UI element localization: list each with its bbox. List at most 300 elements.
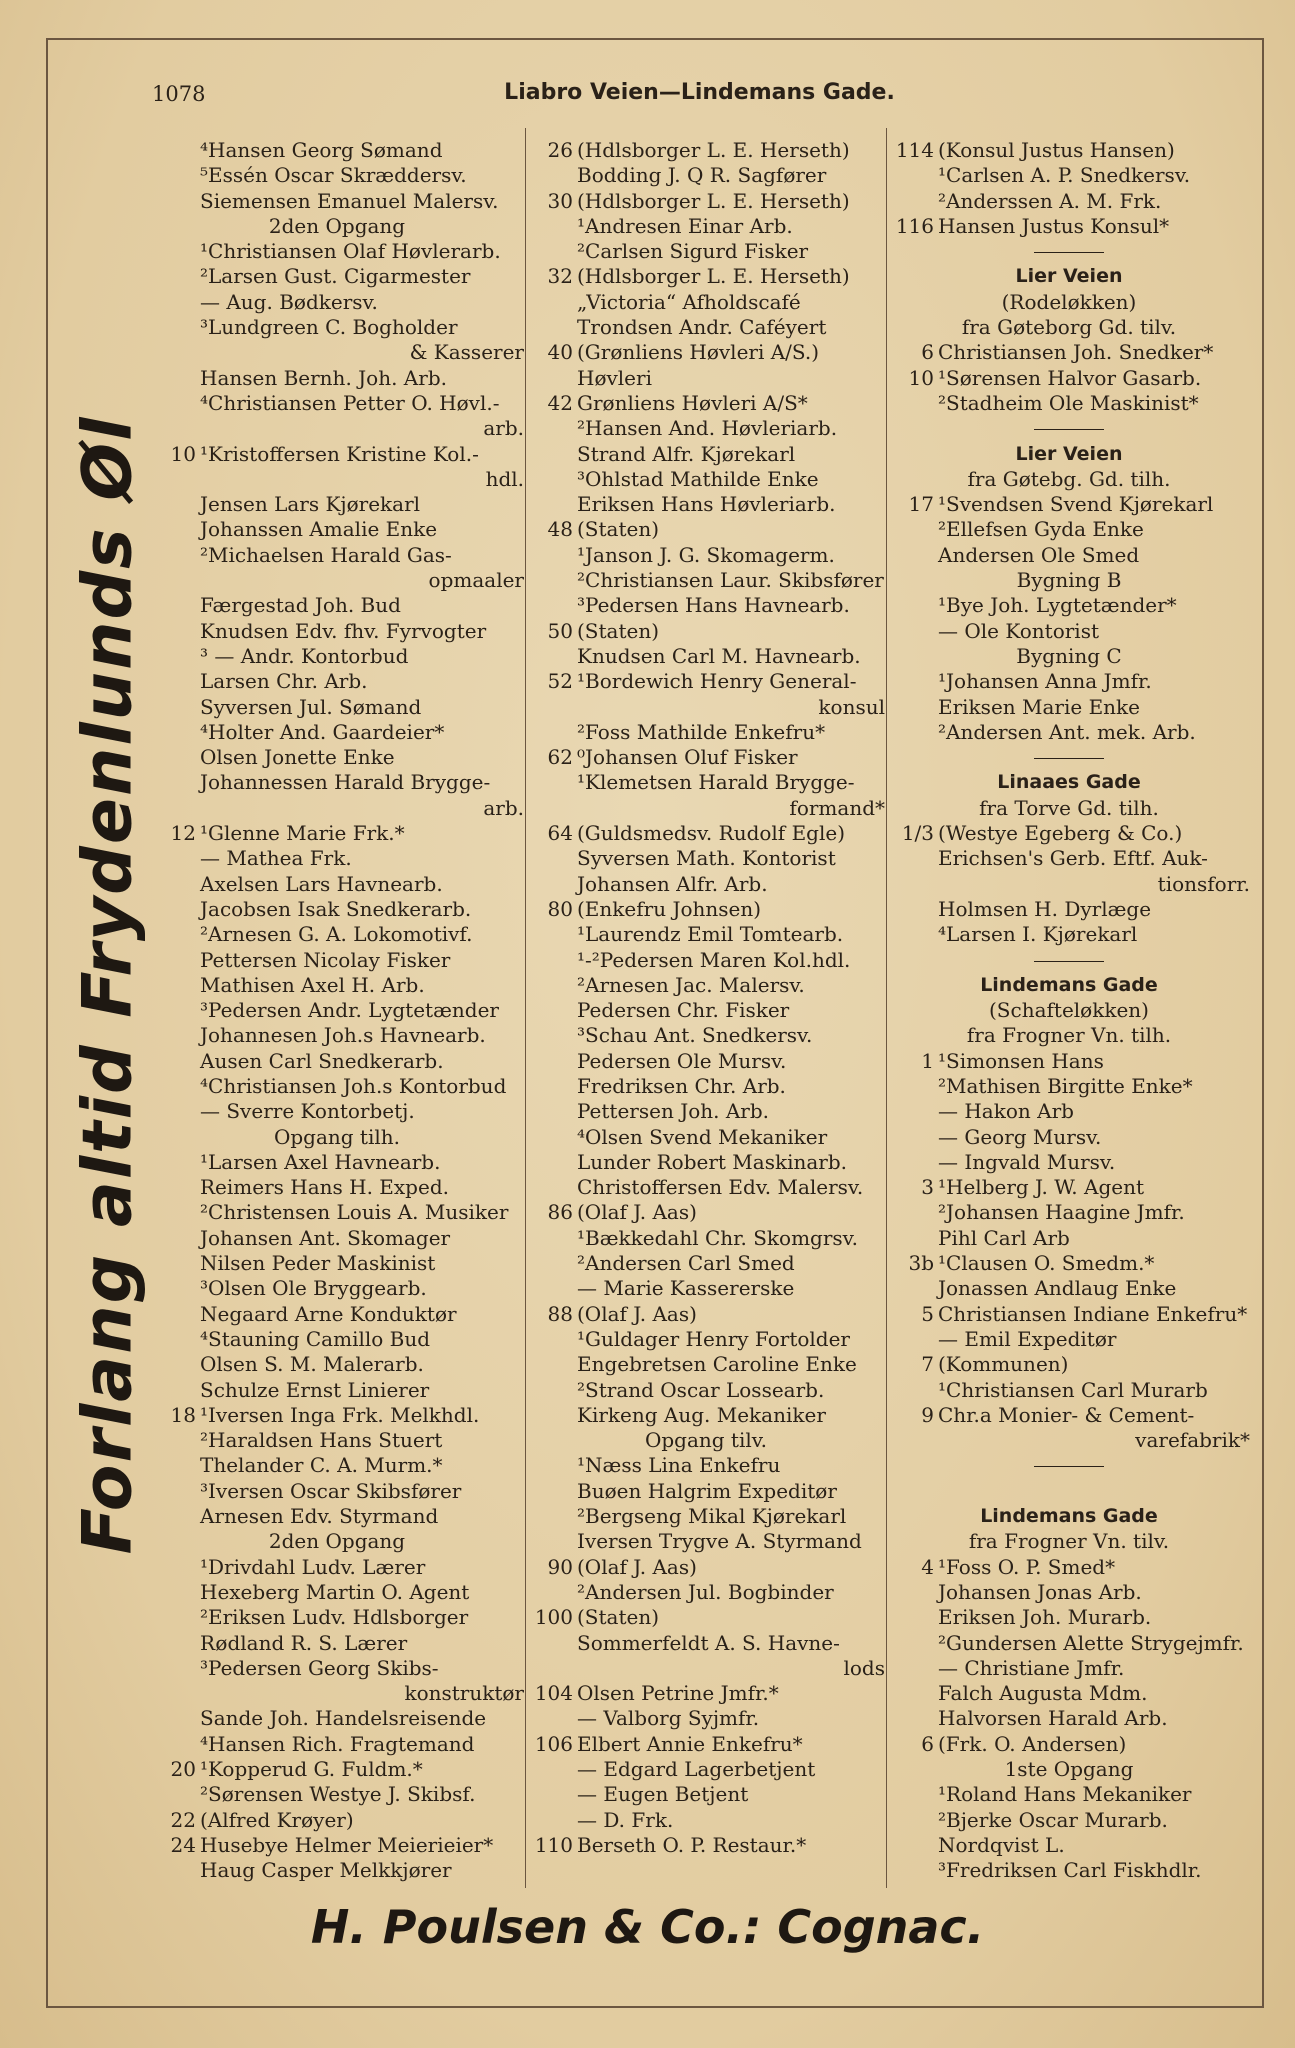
directory-entry xyxy=(150,1479,524,1504)
entry-text: Nordqvist L. xyxy=(938,1832,1065,1857)
house-number: 104 xyxy=(534,1681,573,1706)
directory-entry xyxy=(150,1378,524,1403)
entry-text: Olsen Jonette Enke xyxy=(200,745,395,770)
directory-entry xyxy=(527,1251,885,1276)
street-name: Lindemans Gade xyxy=(980,1505,1158,1528)
entry-text: Sande Joh. Handelsreisende xyxy=(200,1706,487,1731)
entry-text: ¹Foss O. P. Smed* xyxy=(938,1554,1116,1579)
entry-text: ²Michaelsen Harald Gas- xyxy=(200,542,452,567)
house-number: 50 xyxy=(547,618,573,643)
directory-entry xyxy=(527,973,885,998)
house-number: 1 xyxy=(921,1048,934,1073)
house-number: 5 xyxy=(921,1301,934,1326)
directory-entry xyxy=(888,1049,1250,1074)
directory-entry xyxy=(888,1276,1250,1301)
directory-entry xyxy=(150,163,524,188)
entry-text: Husebye Helmer Meierieier* xyxy=(200,1832,494,1857)
entry-text: Johansen Jonas Arb. xyxy=(938,1579,1142,1604)
entry-text: ⁴Larsen I. Kjørekarl xyxy=(938,922,1138,947)
directory-entry xyxy=(150,1656,524,1681)
directory-entry xyxy=(150,1808,524,1833)
directory-entry xyxy=(150,442,524,467)
entry-text: ¹Klemetsen Harald Brygge- xyxy=(577,770,855,795)
entry-text: Lunder Robert Maskinarb. xyxy=(577,1149,847,1174)
directory-entry xyxy=(150,998,524,1023)
entry-text: ⁰Johansen Oluf Fisker xyxy=(577,745,798,770)
entry-text: konsul xyxy=(818,694,885,719)
entry-text: Trondsen Andr. Caféyert xyxy=(577,315,827,340)
directory-entry xyxy=(527,1782,885,1807)
directory-entry xyxy=(527,1200,885,1225)
entry-text: arb. xyxy=(483,416,524,441)
entry-text: Høvleri xyxy=(577,365,652,390)
directory-entry xyxy=(888,922,1250,947)
page-header xyxy=(152,80,1247,114)
entry-text: ¹Simonsen Hans xyxy=(938,1048,1104,1073)
directory-entry xyxy=(150,1276,524,1301)
entry-text: Bodding J. Q R. Sagfører xyxy=(577,163,827,188)
entry-text: ¹Sørensen Halvor Gasarb. xyxy=(938,365,1202,390)
directory-entry xyxy=(150,1757,524,1782)
entry-text: Olsen Petrine Jmfr.* xyxy=(577,1681,779,1706)
directory-entry xyxy=(527,1580,885,1605)
entry-text: ²Hansen And. Høvleriarb. xyxy=(577,416,838,441)
directory-entry xyxy=(150,1504,524,1529)
directory-entry xyxy=(150,1858,524,1883)
directory-entry xyxy=(888,214,1250,239)
directory-entry xyxy=(888,1302,1250,1327)
entry-text: ¹Helberg J. W. Agent xyxy=(938,1175,1145,1200)
entry-text: formand* xyxy=(789,795,885,820)
entry-text: Axelsen Lars Havnearb. xyxy=(200,871,443,896)
directory-entry xyxy=(150,1125,524,1150)
directory-entry xyxy=(527,1125,885,1150)
house-number: 86 xyxy=(547,1200,573,1225)
rule-line xyxy=(1034,758,1104,759)
directory-entry xyxy=(888,998,1250,1023)
entry-text: ²Andersen Ant. mek. Arb. xyxy=(938,719,1196,744)
directory-entry xyxy=(888,138,1250,163)
entry-text: Schulze Ernst Linierer xyxy=(200,1377,430,1402)
directory-entry xyxy=(150,1074,524,1099)
entry-text: (Kommunen) xyxy=(938,1352,1069,1377)
rule-line xyxy=(1034,961,1104,962)
entry-text: ¹Roland Hans Mekaniker xyxy=(938,1782,1192,1807)
entry-text: — Hakon Arb xyxy=(938,1099,1074,1124)
entry-text: ¹Næss Lina Enkefru xyxy=(577,1453,781,1478)
entry-text: (Schafteløkken) xyxy=(989,998,1149,1023)
side-advertisement xyxy=(58,415,158,1555)
directory-entry xyxy=(150,1428,524,1453)
directory-entry xyxy=(888,1200,1250,1225)
directory-entry xyxy=(150,138,524,163)
entry-text: Olsen S. M. Malerarb. xyxy=(200,1352,424,1377)
entry-text: ²Stadheim Ole Maskinist* xyxy=(938,390,1199,415)
street-heading xyxy=(888,973,1250,998)
house-number: 100 xyxy=(534,1605,573,1630)
directory-entry xyxy=(527,1681,885,1706)
directory-entry xyxy=(888,543,1250,568)
directory-entry xyxy=(888,163,1250,188)
directory-entry xyxy=(527,568,885,593)
entry-text: Pedersen Ole Mursv. xyxy=(577,1048,787,1073)
entry-text: ³Ohlstad Mathilde Enke xyxy=(577,466,819,491)
directory-entry xyxy=(150,1732,524,1757)
entry-text: Thelander C. A. Murm.* xyxy=(200,1453,443,1478)
directory-entry xyxy=(888,644,1250,669)
directory-entry xyxy=(150,745,524,770)
house-number: 52 xyxy=(547,669,573,694)
entry-text: — Emil Expeditør xyxy=(938,1326,1117,1351)
entry-text: opmaaler xyxy=(428,568,524,593)
directory-entry xyxy=(888,1125,1250,1150)
column-2 xyxy=(527,138,885,1888)
directory-entry xyxy=(150,543,524,568)
house-number: 106 xyxy=(534,1731,573,1756)
directory-entry xyxy=(527,442,885,467)
entry-text: fra Frogner Vn. tilv. xyxy=(968,1529,1170,1554)
entry-text: ¹Kristoffersen Kristine Kol.- xyxy=(200,441,479,466)
entry-text: ²Arnesen Jac. Malersv. xyxy=(577,972,805,997)
entry-text: Pettersen Nicolay Fisker xyxy=(200,947,451,972)
directory-entry xyxy=(527,290,885,315)
directory-entry xyxy=(527,770,885,795)
house-number: 42 xyxy=(547,390,573,415)
directory-entry xyxy=(150,1605,524,1630)
entry-text: (Hdlsborger L. E. Herseth) xyxy=(577,264,850,289)
entry-text: — Sverre Kontorbetj. xyxy=(200,1099,415,1124)
directory-entry xyxy=(527,872,885,897)
directory-entry xyxy=(527,1023,885,1048)
entry-text: ⁴Christiansen Petter O. Høvl.- xyxy=(200,390,500,415)
directory-entry xyxy=(150,517,524,542)
directory-entry xyxy=(150,340,524,365)
directory-entry xyxy=(150,315,524,340)
entry-text: ²Strand Oscar Lossearb. xyxy=(577,1377,825,1402)
directory-entry xyxy=(150,416,524,441)
entry-text: ³Olsen Ole Bryggearb. xyxy=(200,1276,427,1301)
entry-text: ¹Carlsen A. P. Snedkersv. xyxy=(938,163,1191,188)
entry-text: ²Anderssen A. M. Frk. xyxy=(938,188,1162,213)
directory-entry xyxy=(527,214,885,239)
directory-entry xyxy=(527,416,885,441)
directory-entry xyxy=(888,1833,1250,1858)
house-number: 20 xyxy=(170,1757,196,1781)
entry-text: (Staten) xyxy=(577,1605,660,1630)
entry-text: (Westye Egeberg & Co.) xyxy=(938,821,1183,846)
entry-text: ¹-²Pedersen Maren Kol.hdl. xyxy=(577,947,851,972)
entry-text: Jonassen Andlaug Enke xyxy=(938,1276,1177,1301)
entry-text: tionsforr. xyxy=(1157,871,1250,896)
directory-entry xyxy=(888,619,1250,644)
entry-text: Syversen Math. Kontorist xyxy=(577,846,836,871)
directory-entry xyxy=(150,492,524,517)
entry-text: Jacobsen Isak Snedkerarb. xyxy=(200,896,472,921)
entry-text: ¹Johansen Anna Jmfr. xyxy=(938,669,1152,694)
entry-text: ²Andersen Jul. Bogbinder xyxy=(577,1579,834,1604)
directory-entry xyxy=(888,1378,1250,1403)
entry-text: Ausen Carl Snedkerarb. xyxy=(200,1048,444,1073)
entry-text: Hansen Justus Konsul* xyxy=(938,213,1170,238)
entry-text: (Konsul Justus Hansen) xyxy=(938,138,1175,162)
directory-entry xyxy=(888,593,1250,618)
directory-entry xyxy=(150,1175,524,1200)
directory-entry xyxy=(150,720,524,745)
entry-text: Opgang tilv. xyxy=(644,1428,768,1453)
directory-entry xyxy=(888,1858,1250,1883)
directory-entry xyxy=(527,1074,885,1099)
street-name: Lindemans Gade xyxy=(980,973,1158,996)
directory-entry xyxy=(527,1605,885,1630)
entry-text: ⁴Hansen Rich. Fragtemand xyxy=(200,1731,475,1756)
directory-entry xyxy=(527,846,885,871)
entry-text: — Ingvald Mursv. xyxy=(938,1149,1116,1174)
directory-entry xyxy=(527,1808,885,1833)
directory-entry xyxy=(150,264,524,289)
directory-entry xyxy=(527,366,885,391)
entry-text: ²Carlsen Sigurd Fisker xyxy=(577,239,809,264)
house-number: 7 xyxy=(921,1352,934,1377)
street-heading xyxy=(888,770,1250,795)
directory-entry xyxy=(888,1732,1250,1757)
house-number: 1/3 xyxy=(901,821,934,846)
directory-entry xyxy=(888,1226,1250,1251)
entry-text: ²Sørensen Westye J. Skibsf. xyxy=(200,1782,476,1807)
directory-entry xyxy=(527,492,885,517)
entry-text: — D. Frk. xyxy=(577,1807,674,1832)
entry-text: Kirkeng Aug. Mekaniker xyxy=(577,1402,826,1427)
entry-text: ¹Bye Joh. Lygtetænder* xyxy=(938,593,1177,618)
directory-entry xyxy=(150,922,524,947)
entry-text: Haug Casper Melkkjører xyxy=(200,1858,452,1883)
entry-text: ²Johansen Haagine Jmfr. xyxy=(938,1200,1185,1225)
entry-text: (Olaf J. Aas) xyxy=(577,1200,697,1225)
directory-entry xyxy=(888,1631,1250,1656)
entry-text: ¹Christiansen Carl Murarb xyxy=(938,1377,1208,1402)
house-number: 40 xyxy=(547,340,573,365)
entry-text: lods xyxy=(843,1655,885,1680)
directory-entry xyxy=(150,1555,524,1580)
directory-entry xyxy=(527,315,885,340)
section-rule xyxy=(888,948,1250,973)
directory-entry xyxy=(527,669,885,694)
house-number: 62 xyxy=(547,745,573,770)
directory-entry xyxy=(150,467,524,492)
directory-entry xyxy=(888,517,1250,542)
directory-entry xyxy=(150,695,524,720)
directory-entry xyxy=(150,1302,524,1327)
entry-text: ²Larsen Gust. Cigarmester xyxy=(200,264,471,289)
directory-entry xyxy=(527,1352,885,1377)
section-rule xyxy=(888,745,1250,770)
entry-text: Eriksen Hans Høvleriarb. xyxy=(577,492,836,517)
directory-entry xyxy=(527,720,885,745)
directory-entry xyxy=(150,568,524,593)
page-number: 1078 xyxy=(152,82,206,106)
directory-entry xyxy=(527,1631,885,1656)
entry-text: 1ste Opgang xyxy=(1004,1757,1134,1781)
entry-text: Eriksen Joh. Murarb. xyxy=(938,1605,1152,1630)
entry-text: (Staten) xyxy=(577,618,660,643)
directory-entry xyxy=(527,138,885,163)
entry-text: Johannessen Harald Brygge- xyxy=(200,770,491,795)
entry-text: Halvorsen Harald Arb. xyxy=(938,1706,1168,1731)
entry-text: — Eugen Betjent xyxy=(577,1782,749,1807)
entry-text: Andersen Ole Smed xyxy=(938,542,1140,567)
entry-text: ³ — Andr. Kontorbud xyxy=(200,643,409,668)
entry-text: ²Bjerke Oscar Murarb. xyxy=(938,1807,1168,1832)
directory-entry xyxy=(888,1428,1250,1453)
entry-text: Mathisen Axel H. Arb. xyxy=(200,972,425,997)
directory-entry xyxy=(888,391,1250,416)
directory-entry xyxy=(527,644,885,669)
entry-text: Christiansen Joh. Snedker* xyxy=(938,340,1214,365)
entry-text: Hansen Bernh. Joh. Arb. xyxy=(200,365,447,390)
entry-text: ²Bergseng Mikal Kjørekarl xyxy=(577,1504,847,1529)
directory-entry xyxy=(150,1782,524,1807)
directory-entry xyxy=(888,695,1250,720)
entry-text: (Frk. O. Andersen) xyxy=(938,1731,1127,1756)
directory-entry xyxy=(527,695,885,720)
directory-entry xyxy=(150,1580,524,1605)
entry-text: Bygning B xyxy=(1016,568,1122,593)
entry-text: Færgestad Joh. Bud xyxy=(200,593,401,618)
entry-text: Buøen Halgrim Expeditør xyxy=(577,1478,837,1503)
entry-text: (Guldsmedsv. Rudolf Egle) xyxy=(577,821,846,846)
directory-entry xyxy=(888,1706,1250,1731)
entry-text: Iversen Trygve A. Styrmand xyxy=(577,1529,862,1554)
street-name: Linaaes Gade xyxy=(997,771,1141,794)
entry-text: Johansen Alfr. Arb. xyxy=(577,871,768,896)
entry-text: Johannesen Joh.s Havnearb. xyxy=(200,1023,486,1048)
directory-entry xyxy=(888,1327,1250,1352)
entry-text: ³Iversen Oscar Skibsfører xyxy=(200,1478,462,1503)
entry-text: Knudsen Edv. fhv. Fyrvogter xyxy=(200,618,487,643)
entry-text: — Edgard Lagerbetjent xyxy=(577,1757,816,1781)
entry-text: ¹Drivdahl Ludv. Lærer xyxy=(200,1554,426,1579)
directory-entry xyxy=(527,1479,885,1504)
directory-entry xyxy=(150,1631,524,1656)
entry-text: Bygning C xyxy=(1016,643,1122,668)
entry-text: (Hdlsborger L. E. Herseth) xyxy=(577,138,850,162)
entry-text: ³Pedersen Georg Skibs- xyxy=(200,1655,439,1680)
house-number: 6 xyxy=(921,1731,934,1756)
directory-entry xyxy=(527,998,885,1023)
directory-entry xyxy=(150,214,524,239)
directory-entry xyxy=(888,1023,1250,1048)
house-number: 3 xyxy=(921,1175,934,1200)
entry-text: Christoffersen Edv. Malersv. xyxy=(577,1175,864,1200)
directory-entry xyxy=(888,720,1250,745)
entry-text: Arnesen Edv. Styrmand xyxy=(200,1504,439,1529)
entry-text: (Alfred Krøyer) xyxy=(200,1807,354,1832)
directory-entry xyxy=(888,1808,1250,1833)
rule-line xyxy=(1034,252,1104,253)
directory-entry xyxy=(527,239,885,264)
directory-entry xyxy=(150,821,524,846)
directory-entry xyxy=(888,492,1250,517)
entry-text: Pettersen Joh. Arb. xyxy=(577,1099,770,1124)
entry-text: Larsen Chr. Arb. xyxy=(200,669,368,694)
entry-text: Hexeberg Martin O. Agent xyxy=(200,1579,470,1604)
directory-entry xyxy=(888,1656,1250,1681)
directory-entry xyxy=(150,948,524,973)
directory-entry xyxy=(888,1605,1250,1630)
column-1 xyxy=(150,138,524,1888)
directory-entry xyxy=(527,467,885,492)
directory-entry xyxy=(888,1580,1250,1605)
entry-text: ⁴Holter And. Gaardeier* xyxy=(200,719,445,744)
directory-entry xyxy=(527,948,885,973)
entry-text: ¹Christiansen Olaf Høvlerarb. xyxy=(200,239,501,264)
section-rule xyxy=(888,1453,1250,1478)
entry-text: ³Schau Ant. Snedkersv. xyxy=(577,1023,813,1048)
directory-entry xyxy=(888,1681,1250,1706)
entry-text: Fredriksen Chr. Arb. xyxy=(577,1073,786,1098)
house-number: 90 xyxy=(547,1554,573,1579)
house-number: 10 xyxy=(908,365,934,390)
directory-entry xyxy=(888,315,1250,340)
entry-text: Pihl Carl Arb xyxy=(938,1225,1070,1250)
street-heading xyxy=(888,264,1250,289)
house-number: 18 xyxy=(170,1402,196,1427)
directory-entry xyxy=(150,366,524,391)
directory-entry xyxy=(527,1453,885,1478)
directory-entry xyxy=(888,189,1250,214)
directory-entry xyxy=(150,1023,524,1048)
blank-line xyxy=(888,1479,1250,1504)
entry-text: — Marie Kassererske xyxy=(577,1276,795,1301)
entry-text: Erichsen's Gerb. Eftf. Auk- xyxy=(938,846,1208,871)
entry-text: (Grønliens Høvleri A/S.) xyxy=(577,340,820,365)
directory-entry xyxy=(888,1175,1250,1200)
entry-text: ¹Kopperud G. Fuldm.* xyxy=(200,1757,423,1781)
directory-entry xyxy=(527,1099,885,1124)
directory-entry xyxy=(150,290,524,315)
entry-text: fra Frogner Vn. tilh. xyxy=(966,1023,1172,1048)
directory-entry xyxy=(888,340,1250,365)
directory-entry xyxy=(888,568,1250,593)
house-number: 48 xyxy=(547,517,573,542)
entry-text: varefabrik* xyxy=(1135,1428,1250,1453)
entry-text: — Valborg Syjmfr. xyxy=(577,1706,760,1731)
entry-text: — Ole Kontorist xyxy=(938,618,1100,643)
entry-text: ¹Svendsen Svend Kjørekarl xyxy=(938,492,1214,517)
directory-entry xyxy=(150,619,524,644)
house-number: 22 xyxy=(170,1807,196,1832)
directory-entry xyxy=(150,1352,524,1377)
directory-entry xyxy=(527,1555,885,1580)
entry-text: ²Arnesen G. A. Lokomotivf. xyxy=(200,922,473,947)
entry-text: ⁵Essén Oscar Skræddersv. xyxy=(200,163,467,188)
directory-entry xyxy=(150,669,524,694)
directory-entry xyxy=(527,189,885,214)
directory-entry xyxy=(527,340,885,365)
rule-line xyxy=(1034,1466,1104,1467)
section-rule xyxy=(888,239,1250,264)
entry-text: Nilsen Peder Maskinist xyxy=(200,1251,436,1276)
directory-entry xyxy=(527,543,885,568)
directory-entry xyxy=(527,1833,885,1858)
entry-text: Jensen Lars Kjørekarl xyxy=(200,492,421,517)
directory-entry xyxy=(888,1352,1250,1377)
entry-text: ¹Andresen Einar Arb. xyxy=(577,213,793,238)
entry-text: ⁴Olsen Svend Mekaniker xyxy=(577,1124,828,1149)
directory-entry xyxy=(527,264,885,289)
entry-text: ¹Guldager Henry Fortolder xyxy=(577,1326,850,1351)
directory-entry xyxy=(150,872,524,897)
directory-entry xyxy=(150,973,524,998)
